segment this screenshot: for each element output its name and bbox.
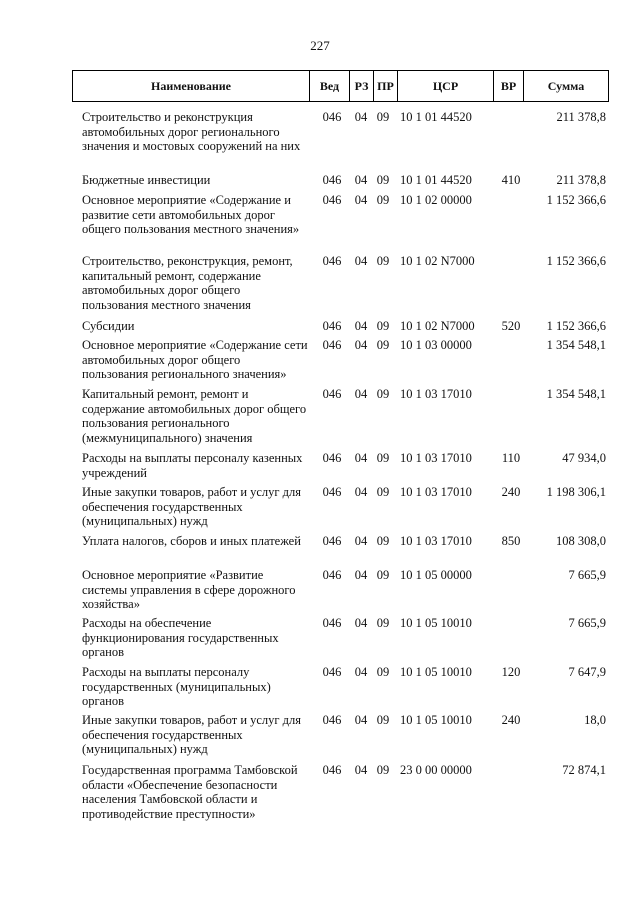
row-pr: 09 bbox=[376, 254, 390, 268]
row-pr: 09 bbox=[376, 485, 390, 499]
row-csr: 10 1 01 44520 bbox=[400, 173, 472, 187]
row-sum: 211 378,8 bbox=[556, 173, 606, 187]
row-rz: 04 bbox=[354, 193, 368, 207]
row-csr: 10 1 02 N7000 bbox=[400, 319, 475, 333]
row-ved: 046 bbox=[322, 665, 342, 679]
page-number: 227 bbox=[310, 38, 330, 53]
row-rz: 04 bbox=[354, 451, 368, 465]
row-name: Строительство, реконструкция, ремонт, капитальный ремонт, содержание автомобильных дорог общего пользования местного значения bbox=[82, 254, 293, 312]
row-sum: 47 934,0 bbox=[562, 451, 606, 465]
row-ved: 046 bbox=[322, 568, 342, 582]
row-sum: 1 152 366,6 bbox=[546, 193, 606, 207]
row-csr: 10 1 02 N7000 bbox=[400, 254, 475, 268]
row-csr: 10 1 05 10010 bbox=[400, 616, 472, 630]
row-rz: 04 bbox=[354, 665, 368, 679]
row-sum: 18,0 bbox=[584, 713, 606, 727]
row-csr: 10 1 03 00000 bbox=[400, 338, 472, 352]
row-rz: 04 bbox=[354, 534, 368, 548]
row-vr: 410 bbox=[501, 173, 521, 187]
row-name: Расходы на выплаты персоналу государственных (муниципальных) органов bbox=[82, 665, 271, 708]
row-pr: 09 bbox=[376, 451, 390, 465]
row-name: Расходы на обеспечение функционирования государственных органов bbox=[82, 616, 279, 659]
row-csr: 10 1 05 00000 bbox=[400, 568, 472, 582]
row-csr: 10 1 03 17010 bbox=[400, 451, 472, 465]
row-rz: 04 bbox=[354, 763, 368, 777]
row-name: Основное мероприятие «Развитие системы управления в сфере дорожного хозяйства» bbox=[82, 568, 296, 611]
row-vr: 520 bbox=[501, 319, 521, 333]
row-name: Строительство и реконструкция автомобильных дорог регионального значения и мостовых сооружений на них bbox=[82, 110, 301, 153]
row-ved: 046 bbox=[322, 763, 342, 777]
row-rz: 04 bbox=[354, 338, 368, 352]
row-sum: 1 198 306,1 bbox=[546, 485, 606, 499]
row-pr: 09 bbox=[376, 713, 390, 727]
row-vr: 240 bbox=[501, 713, 521, 727]
row-name: Капитальный ремонт, ремонт и содержание автомобильных дорог общего пользования регионального (межмуниципального) значения bbox=[82, 387, 307, 445]
row-name: Субсидии bbox=[82, 319, 135, 333]
row-csr: 10 1 05 10010 bbox=[400, 665, 472, 679]
row-ved: 046 bbox=[322, 110, 342, 124]
row-vr: 110 bbox=[501, 451, 521, 465]
row-csr: 23 0 00 00000 bbox=[400, 763, 472, 777]
row-sum: 108 308,0 bbox=[556, 534, 606, 548]
row-rz: 04 bbox=[354, 713, 368, 727]
row-name: Основное мероприятие «Содержание сети автомобильных дорог общего пользования регионального значения» bbox=[82, 338, 308, 381]
row-csr: 10 1 01 44520 bbox=[400, 110, 472, 124]
row-vr: 850 bbox=[501, 534, 521, 548]
row-pr: 09 bbox=[376, 193, 390, 207]
row-name: Расходы на выплаты персоналу казенных учреждений bbox=[82, 451, 303, 480]
header-vr: ВР bbox=[493, 71, 523, 101]
row-ved: 046 bbox=[322, 713, 342, 727]
row-ved: 046 bbox=[322, 387, 342, 401]
row-ved: 046 bbox=[322, 319, 342, 333]
row-name: Государственная программа Тамбовской области «Обеспечение безопасности населения Тамбовской области и противодействие преступности» bbox=[82, 763, 298, 821]
row-sum: 1 354 548,1 bbox=[546, 338, 606, 352]
row-ved: 046 bbox=[322, 173, 342, 187]
row-sum: 1 354 548,1 bbox=[546, 387, 606, 401]
row-pr: 09 bbox=[376, 319, 390, 333]
row-csr: 10 1 05 10010 bbox=[400, 713, 472, 727]
row-ved: 046 bbox=[322, 193, 342, 207]
row-csr: 10 1 03 17010 bbox=[400, 387, 472, 401]
row-name: Иные закупки товаров, работ и услуг для обеспечения государственных (муниципальных) нужд bbox=[82, 485, 302, 528]
row-ved: 046 bbox=[322, 485, 342, 499]
row-rz: 04 bbox=[354, 173, 368, 187]
row-sum: 1 152 366,6 bbox=[546, 319, 606, 333]
row-pr: 09 bbox=[376, 387, 390, 401]
row-vr: 120 bbox=[501, 665, 521, 679]
row-sum: 211 378,8 bbox=[556, 110, 606, 124]
row-pr: 09 bbox=[376, 763, 390, 777]
row-rz: 04 bbox=[354, 485, 368, 499]
header-name: Наименование bbox=[151, 79, 231, 93]
header-csr: ЦСР bbox=[397, 71, 493, 101]
row-name: Бюджетные инвестиции bbox=[82, 173, 211, 187]
table-header bbox=[72, 70, 609, 102]
row-csr: 10 1 03 17010 bbox=[400, 485, 472, 499]
row-name: Иные закупки товаров, работ и услуг для обеспечения государственных (муниципальных) нужд bbox=[82, 713, 302, 756]
row-ved: 046 bbox=[322, 616, 342, 630]
row-pr: 09 bbox=[376, 110, 390, 124]
row-ved: 046 bbox=[322, 254, 342, 268]
row-sum: 7 665,9 bbox=[568, 616, 606, 630]
row-sum: 7 665,9 bbox=[568, 568, 606, 582]
header-ved: Вед bbox=[309, 71, 349, 101]
row-pr: 09 bbox=[376, 534, 390, 548]
row-csr: 10 1 03 17010 bbox=[400, 534, 472, 548]
header-sum: Сумма bbox=[523, 71, 608, 101]
row-ved: 046 bbox=[322, 534, 342, 548]
row-pr: 09 bbox=[376, 173, 390, 187]
row-rz: 04 bbox=[354, 387, 368, 401]
row-pr: 09 bbox=[376, 616, 390, 630]
row-rz: 04 bbox=[354, 110, 368, 124]
row-name: Основное мероприятие «Содержание и развитие сети автомобильных дорог общего пользования местного значения» bbox=[82, 193, 300, 236]
row-ved: 046 bbox=[322, 451, 342, 465]
header-pr: ПР bbox=[373, 71, 397, 101]
row-rz: 04 bbox=[354, 254, 368, 268]
row-ved: 046 bbox=[322, 338, 342, 352]
row-sum: 1 152 366,6 bbox=[546, 254, 606, 268]
row-rz: 04 bbox=[354, 319, 368, 333]
header-rz: РЗ bbox=[349, 71, 373, 101]
row-pr: 09 bbox=[376, 338, 390, 352]
row-rz: 04 bbox=[354, 568, 368, 582]
row-pr: 09 bbox=[376, 568, 390, 582]
row-sum: 72 874,1 bbox=[562, 763, 606, 777]
row-csr: 10 1 02 00000 bbox=[400, 193, 472, 207]
row-pr: 09 bbox=[376, 665, 390, 679]
row-vr: 240 bbox=[501, 485, 521, 499]
row-sum: 7 647,9 bbox=[568, 665, 606, 679]
row-rz: 04 bbox=[354, 616, 368, 630]
row-name: Уплата налогов, сборов и иных платежей bbox=[82, 534, 301, 548]
